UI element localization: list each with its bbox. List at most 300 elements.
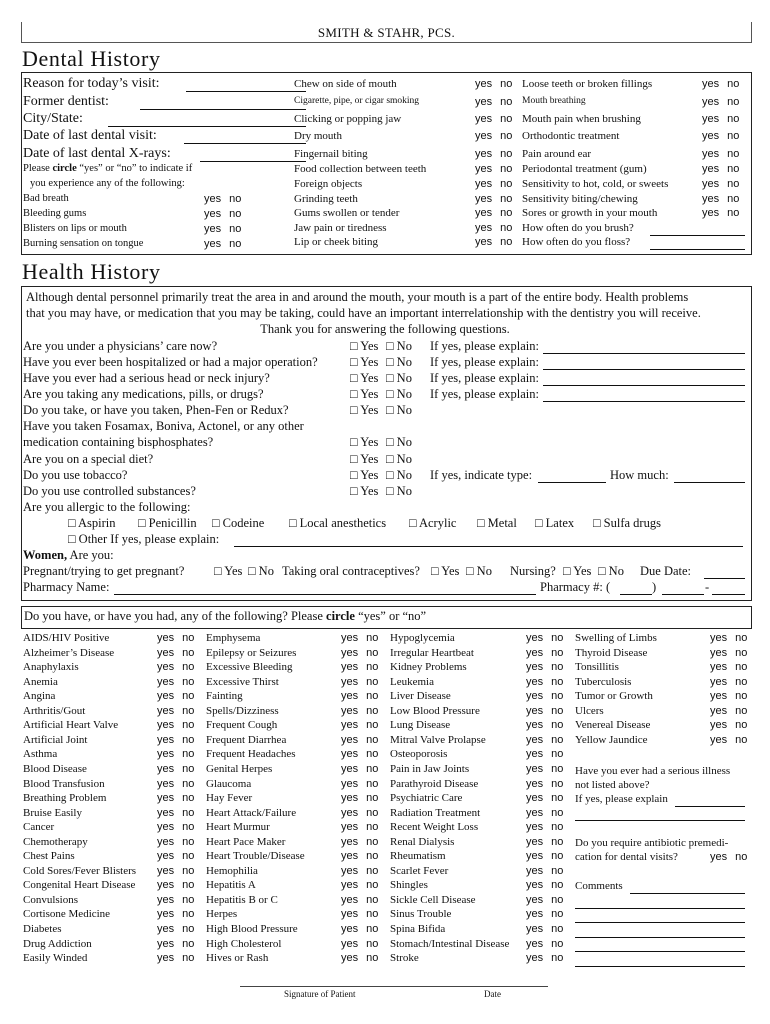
yes-option[interactable]: yes	[157, 661, 175, 673]
yes-checkbox[interactable]: □ Yes	[350, 355, 379, 369]
no-option[interactable]: no	[727, 207, 740, 219]
yes-option[interactable]: yes	[157, 821, 175, 833]
yes-option[interactable]: yes	[526, 719, 544, 731]
no-option[interactable]: no	[366, 705, 379, 717]
yes-option[interactable]: yes	[204, 208, 222, 220]
dental-symptom-yes-no	[204, 223, 241, 235]
no-option[interactable]: no	[735, 705, 748, 717]
no-option[interactable]: no	[551, 807, 564, 819]
no-checkbox[interactable]: □ No	[386, 468, 412, 482]
yes-option[interactable]: yes	[341, 938, 359, 950]
no-option[interactable]: no	[182, 938, 195, 950]
no-option[interactable]: no	[500, 96, 513, 108]
condition-col3-yes-no	[526, 952, 563, 964]
yes-option[interactable]: yes	[157, 778, 175, 790]
no-option[interactable]: no	[366, 632, 379, 644]
yes-option[interactable]: yes	[526, 661, 544, 673]
no-option[interactable]: no	[735, 719, 748, 731]
no-option[interactable]: no	[500, 222, 513, 234]
no-option[interactable]: no	[366, 952, 379, 964]
no-checkbox[interactable]: □ No	[386, 435, 412, 449]
no-option[interactable]: no	[551, 719, 564, 731]
allergy-checkbox[interactable]: □ Acrylic	[409, 516, 457, 530]
condition-col4-yes-no	[710, 661, 747, 673]
pharmacy-line-input[interactable]	[712, 594, 745, 595]
no-option[interactable]: no	[500, 113, 513, 125]
yes-option[interactable]: yes	[526, 676, 544, 688]
no-option[interactable]: no	[182, 792, 195, 804]
no-option[interactable]: no	[727, 163, 740, 175]
yes-option[interactable]: yes	[526, 821, 544, 833]
no-option[interactable]: no	[366, 734, 379, 746]
dental-condition-label: Orthodontic treatment	[522, 130, 620, 142]
no-option[interactable]: no	[366, 647, 379, 659]
no-option[interactable]: no	[551, 821, 564, 833]
yes-option[interactable]: yes	[702, 130, 720, 142]
allergy-checkbox[interactable]: □ Codeine	[212, 516, 265, 530]
yes-option[interactable]: yes	[710, 851, 728, 863]
due-date-input[interactable]	[704, 578, 745, 579]
dental-field-input[interactable]	[184, 143, 306, 144]
no-option[interactable]: no	[551, 865, 564, 877]
yes-option[interactable]: yes	[526, 690, 544, 702]
condition-col2-yes-no	[341, 676, 378, 688]
condition-col4-yes-no	[710, 705, 747, 717]
yes-option[interactable]: yes	[157, 879, 175, 891]
no-option[interactable]: no	[551, 894, 564, 906]
no-option[interactable]: no	[229, 238, 242, 250]
yes-option[interactable]: yes	[341, 908, 359, 920]
yes-option[interactable]: yes	[341, 807, 359, 819]
yes-option[interactable]: yes	[710, 690, 728, 702]
no-option[interactable]: no	[182, 908, 195, 920]
yes-option[interactable]: yes	[702, 148, 720, 160]
yes-checkbox[interactable]: □ Yes	[350, 403, 379, 417]
no-option[interactable]: no	[551, 763, 564, 775]
no-checkbox[interactable]: □ No	[386, 484, 412, 498]
yes-option[interactable]: yes	[341, 923, 359, 935]
yes-option[interactable]: yes	[157, 690, 175, 702]
no-option[interactable]: no	[182, 705, 195, 717]
no-option[interactable]: no	[182, 734, 195, 746]
yes-option[interactable]: yes	[710, 719, 728, 731]
no-option[interactable]: no	[551, 676, 564, 688]
no-option[interactable]: no	[500, 207, 513, 219]
condition-col3-yes-no	[526, 705, 563, 717]
no-option[interactable]: no	[727, 78, 740, 90]
condition-col3: Radiation Treatment	[390, 807, 481, 819]
header-box	[21, 22, 752, 43]
pharmacy-number-label: Pharmacy #: (	[540, 580, 611, 594]
condition-col1-yes-no	[157, 763, 194, 775]
allergy-checkbox[interactable]: □ Penicillin	[138, 516, 197, 530]
yes-option[interactable]: yes	[475, 236, 493, 248]
yes-option[interactable]: yes	[475, 96, 493, 108]
no-option[interactable]: no	[366, 792, 379, 804]
yes-option[interactable]: yes	[526, 807, 544, 819]
no-option[interactable]: no	[182, 807, 195, 819]
no-option[interactable]: no	[366, 748, 379, 760]
no-option[interactable]: no	[727, 148, 740, 160]
yes-option[interactable]: yes	[341, 821, 359, 833]
no-option[interactable]: no	[500, 130, 513, 142]
other-allergy-checkbox[interactable]: □ Other If yes, please explain:	[68, 532, 220, 546]
condition-col3: Hypoglycemia	[390, 632, 455, 644]
no-option[interactable]: no	[500, 178, 513, 190]
yes-option[interactable]: yes	[475, 193, 493, 205]
yes-option[interactable]: yes	[710, 734, 728, 746]
yes-option[interactable]: yes	[475, 207, 493, 219]
yes-option[interactable]: yes	[710, 705, 728, 717]
no-option[interactable]: no	[500, 193, 513, 205]
yes-option[interactable]: yes	[526, 938, 544, 950]
yes-option[interactable]: yes	[526, 763, 544, 775]
no-option[interactable]: no	[182, 821, 195, 833]
condition-col3-yes-no	[526, 778, 563, 790]
dental-field-input[interactable]	[186, 91, 306, 92]
no-option[interactable]: no	[182, 923, 195, 935]
allergy-checkbox[interactable]: □ Aspirin	[68, 516, 116, 530]
no-option[interactable]: no	[727, 130, 740, 142]
yes-option[interactable]: yes	[157, 850, 175, 862]
no-option[interactable]: no	[735, 851, 748, 863]
yes-option[interactable]: yes	[710, 676, 728, 688]
contraceptives-no[interactable]: □ No	[466, 564, 492, 578]
no-option[interactable]: no	[551, 938, 564, 950]
no-option[interactable]: no	[182, 748, 195, 760]
yes-option[interactable]: yes	[157, 763, 175, 775]
yes-checkbox[interactable]: □ Yes	[350, 452, 379, 466]
dental-field-input[interactable]	[108, 126, 306, 127]
condition-col1: Diabetes	[23, 923, 62, 935]
yes-option[interactable]: yes	[341, 865, 359, 877]
yes-option[interactable]: yes	[341, 792, 359, 804]
yes-option[interactable]: yes	[475, 148, 493, 160]
no-option[interactable]: no	[366, 807, 379, 819]
no-option[interactable]: no	[182, 632, 195, 644]
yes-option[interactable]: yes	[341, 952, 359, 964]
comments-input[interactable]	[630, 893, 745, 894]
no-option[interactable]: no	[727, 178, 740, 190]
no-option[interactable]: no	[551, 952, 564, 964]
yes-option[interactable]: yes	[526, 632, 544, 644]
condition-col2: Heart Trouble/Disease	[206, 850, 305, 862]
no-option[interactable]: no	[366, 821, 379, 833]
no-checkbox[interactable]: □ No	[386, 371, 412, 385]
no-option[interactable]: no	[366, 923, 379, 935]
yes-option[interactable]: yes	[341, 676, 359, 688]
no-option[interactable]: no	[366, 894, 379, 906]
yes-option[interactable]: yes	[702, 163, 720, 175]
pharmacy-name-input[interactable]	[114, 594, 536, 595]
condition-col2-yes-no	[341, 778, 378, 790]
no-option[interactable]: no	[366, 719, 379, 731]
no-option[interactable]: no	[551, 734, 564, 746]
contraceptives-yes[interactable]: □ Yes	[431, 564, 460, 578]
yes-option[interactable]: yes	[702, 96, 720, 108]
condition-col2: Excessive Bleeding	[206, 661, 293, 673]
yes-option[interactable]: yes	[710, 647, 728, 659]
yes-option[interactable]: yes	[341, 632, 359, 644]
yes-option[interactable]: yes	[526, 705, 544, 717]
other-allergy-input[interactable]	[234, 546, 743, 547]
yes-option[interactable]: yes	[475, 130, 493, 142]
no-option[interactable]: no	[500, 148, 513, 160]
yes-checkbox[interactable]: □ Yes	[350, 387, 379, 401]
no-option[interactable]: no	[735, 661, 748, 673]
yes-option[interactable]: yes	[341, 763, 359, 775]
no-option[interactable]: no	[182, 778, 195, 790]
yes-option[interactable]: yes	[526, 647, 544, 659]
yes-option[interactable]: yes	[157, 676, 175, 688]
allergy-checkbox[interactable]: □ Latex	[535, 516, 575, 530]
explain-input[interactable]	[543, 385, 745, 386]
yes-option[interactable]: yes	[702, 78, 720, 90]
condition-col3: Recent Weight Loss	[390, 821, 479, 833]
no-option[interactable]: no	[366, 938, 379, 950]
no-option[interactable]: no	[182, 879, 195, 891]
yes-option[interactable]: yes	[341, 719, 359, 731]
no-option[interactable]: no	[182, 836, 195, 848]
no-option[interactable]: no	[551, 850, 564, 862]
no-option[interactable]: no	[500, 236, 513, 248]
yes-option[interactable]: yes	[341, 748, 359, 760]
yes-option[interactable]: yes	[475, 222, 493, 234]
no-option[interactable]: no	[551, 632, 564, 644]
condition-col3-yes-no	[526, 690, 563, 702]
no-option[interactable]: no	[727, 113, 740, 125]
no-option[interactable]: no	[366, 763, 379, 775]
no-option[interactable]: no	[366, 908, 379, 920]
explain-label: If yes, please explain:	[430, 339, 539, 353]
no-option[interactable]: no	[551, 836, 564, 848]
yes-option[interactable]: yes	[341, 850, 359, 862]
yes-option[interactable]: yes	[341, 879, 359, 891]
explain-input[interactable]	[543, 369, 745, 370]
no-option[interactable]: no	[551, 908, 564, 920]
yes-option[interactable]: yes	[157, 647, 175, 659]
no-option[interactable]: no	[727, 96, 740, 108]
pregnant-yes[interactable]: □ Yes	[214, 564, 243, 578]
no-option[interactable]: no	[366, 879, 379, 891]
dental-frequency-input[interactable]	[650, 249, 745, 250]
allergy-checkbox[interactable]: □ Metal	[477, 516, 517, 530]
no-option[interactable]: no	[551, 778, 564, 790]
yes-option[interactable]: yes	[526, 894, 544, 906]
tobacco-type-input[interactable]	[538, 482, 606, 483]
yes-option[interactable]: yes	[526, 778, 544, 790]
condition-col3-yes-no	[526, 879, 563, 891]
no-option[interactable]: no	[551, 748, 564, 760]
yes-option[interactable]: yes	[526, 865, 544, 877]
yes-option[interactable]: yes	[204, 223, 222, 235]
yes-option[interactable]: yes	[341, 778, 359, 790]
yes-option[interactable]: yes	[702, 113, 720, 125]
no-option[interactable]: no	[727, 193, 740, 205]
yes-option[interactable]: yes	[157, 865, 175, 877]
yes-option[interactable]: yes	[157, 748, 175, 760]
explain-input[interactable]	[543, 353, 745, 354]
no-option[interactable]: no	[735, 734, 748, 746]
yes-option[interactable]: yes	[475, 163, 493, 175]
condition-col3: Leukemia	[390, 676, 434, 688]
no-option[interactable]: no	[182, 763, 195, 775]
yes-option[interactable]: yes	[341, 894, 359, 906]
nursing-yes[interactable]: □ Yes	[563, 564, 592, 578]
yes-checkbox[interactable]: □ Yes	[350, 435, 379, 449]
yes-option[interactable]: yes	[526, 792, 544, 804]
yes-option[interactable]: yes	[204, 193, 222, 205]
women-label: Women, Are you:	[23, 548, 114, 562]
no-option[interactable]: no	[735, 647, 748, 659]
no-option[interactable]: no	[229, 223, 242, 235]
yes-option[interactable]: yes	[710, 632, 728, 644]
dental-field-input[interactable]	[140, 109, 306, 110]
yes-option[interactable]: yes	[526, 850, 544, 862]
pharmacy-prefix-input[interactable]	[662, 594, 704, 595]
serious-illness-input[interactable]	[675, 806, 745, 807]
dental-habit-label: Foreign objects	[294, 178, 363, 190]
pregnant-no[interactable]: □ No	[248, 564, 274, 578]
condition-col1: Convulsions	[23, 894, 79, 906]
condition-col3-yes-no	[526, 908, 563, 920]
yes-checkbox[interactable]: □ Yes	[350, 371, 379, 385]
condition-col1-yes-no	[157, 647, 194, 659]
yes-option[interactable]: yes	[341, 661, 359, 673]
no-option[interactable]: no	[366, 850, 379, 862]
no-checkbox[interactable]: □ No	[386, 355, 412, 369]
yes-option[interactable]: yes	[702, 178, 720, 190]
yes-option[interactable]: yes	[341, 647, 359, 659]
no-option[interactable]: no	[366, 690, 379, 702]
yes-option[interactable]: yes	[157, 792, 175, 804]
comments-input[interactable]	[575, 966, 745, 967]
yes-option[interactable]: yes	[702, 193, 720, 205]
yes-option[interactable]: yes	[526, 836, 544, 848]
no-option[interactable]: no	[735, 632, 748, 644]
health-question: Have you ever had a serious head or neck injury?	[23, 371, 270, 385]
signature-line[interactable]	[240, 986, 548, 987]
yes-option[interactable]: yes	[526, 734, 544, 746]
yes-option[interactable]: yes	[204, 238, 222, 250]
no-checkbox[interactable]: □ No	[386, 452, 412, 466]
no-option[interactable]: no	[551, 661, 564, 673]
no-option[interactable]: no	[551, 923, 564, 935]
no-option[interactable]: no	[182, 676, 195, 688]
no-option[interactable]: no	[182, 690, 195, 702]
no-option[interactable]: no	[182, 719, 195, 731]
yes-checkbox[interactable]: □ Yes	[350, 484, 379, 498]
no-option[interactable]: no	[366, 865, 379, 877]
yes-checkbox[interactable]: □ Yes	[350, 339, 379, 353]
no-option[interactable]: no	[366, 676, 379, 688]
condition-col3-yes-no	[526, 792, 563, 804]
yes-option[interactable]: yes	[157, 894, 175, 906]
yes-option[interactable]: yes	[526, 879, 544, 891]
yes-option[interactable]: yes	[157, 719, 175, 731]
nursing-no[interactable]: □ No	[598, 564, 624, 578]
dental-instructions: Please circle “yes” or “no” to indicate if	[23, 163, 193, 174]
no-option[interactable]: no	[551, 690, 564, 702]
condition-col3-yes-no	[526, 734, 563, 746]
no-option[interactable]: no	[229, 193, 242, 205]
comments-input[interactable]	[575, 908, 745, 909]
no-checkbox[interactable]: □ No	[386, 403, 412, 417]
no-option[interactable]: no	[735, 676, 748, 688]
condition-col3-yes-no	[526, 836, 563, 848]
dental-habit-yes-no	[475, 207, 512, 219]
yes-option[interactable]: yes	[475, 113, 493, 125]
yes-option[interactable]: yes	[341, 734, 359, 746]
allergy-checkbox[interactable]: □ Sulfa drugs	[593, 516, 661, 530]
yes-option[interactable]: yes	[157, 734, 175, 746]
condition-col2: Emphysema	[206, 632, 261, 644]
comments-input[interactable]	[575, 937, 745, 938]
yes-option[interactable]: yes	[702, 207, 720, 219]
yes-option[interactable]: yes	[157, 952, 175, 964]
yes-option[interactable]: yes	[157, 938, 175, 950]
no-checkbox[interactable]: □ No	[386, 387, 412, 401]
comments-input[interactable]	[575, 951, 745, 952]
no-option[interactable]: no	[551, 879, 564, 891]
no-option[interactable]: no	[182, 952, 195, 964]
yes-option[interactable]: yes	[341, 705, 359, 717]
allergy-checkbox[interactable]: □ Local anesthetics	[289, 516, 387, 530]
yes-option[interactable]: yes	[341, 690, 359, 702]
yes-option[interactable]: yes	[157, 705, 175, 717]
no-option[interactable]: no	[366, 661, 379, 673]
yes-option[interactable]: yes	[526, 908, 544, 920]
yes-option[interactable]: yes	[526, 923, 544, 935]
no-option[interactable]: no	[182, 661, 195, 673]
yes-checkbox[interactable]: □ Yes	[350, 468, 379, 482]
no-option[interactable]: no	[500, 78, 513, 90]
no-option[interactable]: no	[500, 163, 513, 175]
no-option[interactable]: no	[182, 894, 195, 906]
no-option[interactable]: no	[551, 792, 564, 804]
yes-option[interactable]: yes	[526, 952, 544, 964]
yes-option[interactable]: yes	[157, 908, 175, 920]
yes-option[interactable]: yes	[475, 78, 493, 90]
no-option[interactable]: no	[182, 865, 195, 877]
yes-option[interactable]: yes	[157, 807, 175, 819]
no-option[interactable]: no	[366, 778, 379, 790]
no-option[interactable]: no	[551, 647, 564, 659]
yes-option[interactable]: yes	[157, 632, 175, 644]
no-option[interactable]: no	[229, 208, 242, 220]
condition-col3: Kidney Problems	[390, 661, 467, 673]
yes-option[interactable]: yes	[157, 836, 175, 848]
yes-option[interactable]: yes	[710, 661, 728, 673]
yes-option[interactable]: yes	[526, 748, 544, 760]
no-option[interactable]: no	[182, 647, 195, 659]
dental-field-input[interactable]	[200, 161, 306, 162]
no-option[interactable]: no	[735, 690, 748, 702]
no-option[interactable]: no	[182, 850, 195, 862]
no-checkbox[interactable]: □ No	[386, 339, 412, 353]
yes-option[interactable]: yes	[157, 923, 175, 935]
how-much-input[interactable]	[674, 482, 745, 483]
no-option[interactable]: no	[551, 705, 564, 717]
yes-option[interactable]: yes	[475, 178, 493, 190]
no-option[interactable]: no	[366, 836, 379, 848]
comments-input[interactable]	[575, 922, 745, 923]
pharmacy-area-code-input[interactable]	[620, 594, 652, 595]
yes-option[interactable]: yes	[341, 836, 359, 848]
explain-input[interactable]	[543, 401, 745, 402]
serious-illness-input[interactable]	[575, 820, 745, 821]
dental-frequency-input[interactable]	[650, 235, 745, 236]
